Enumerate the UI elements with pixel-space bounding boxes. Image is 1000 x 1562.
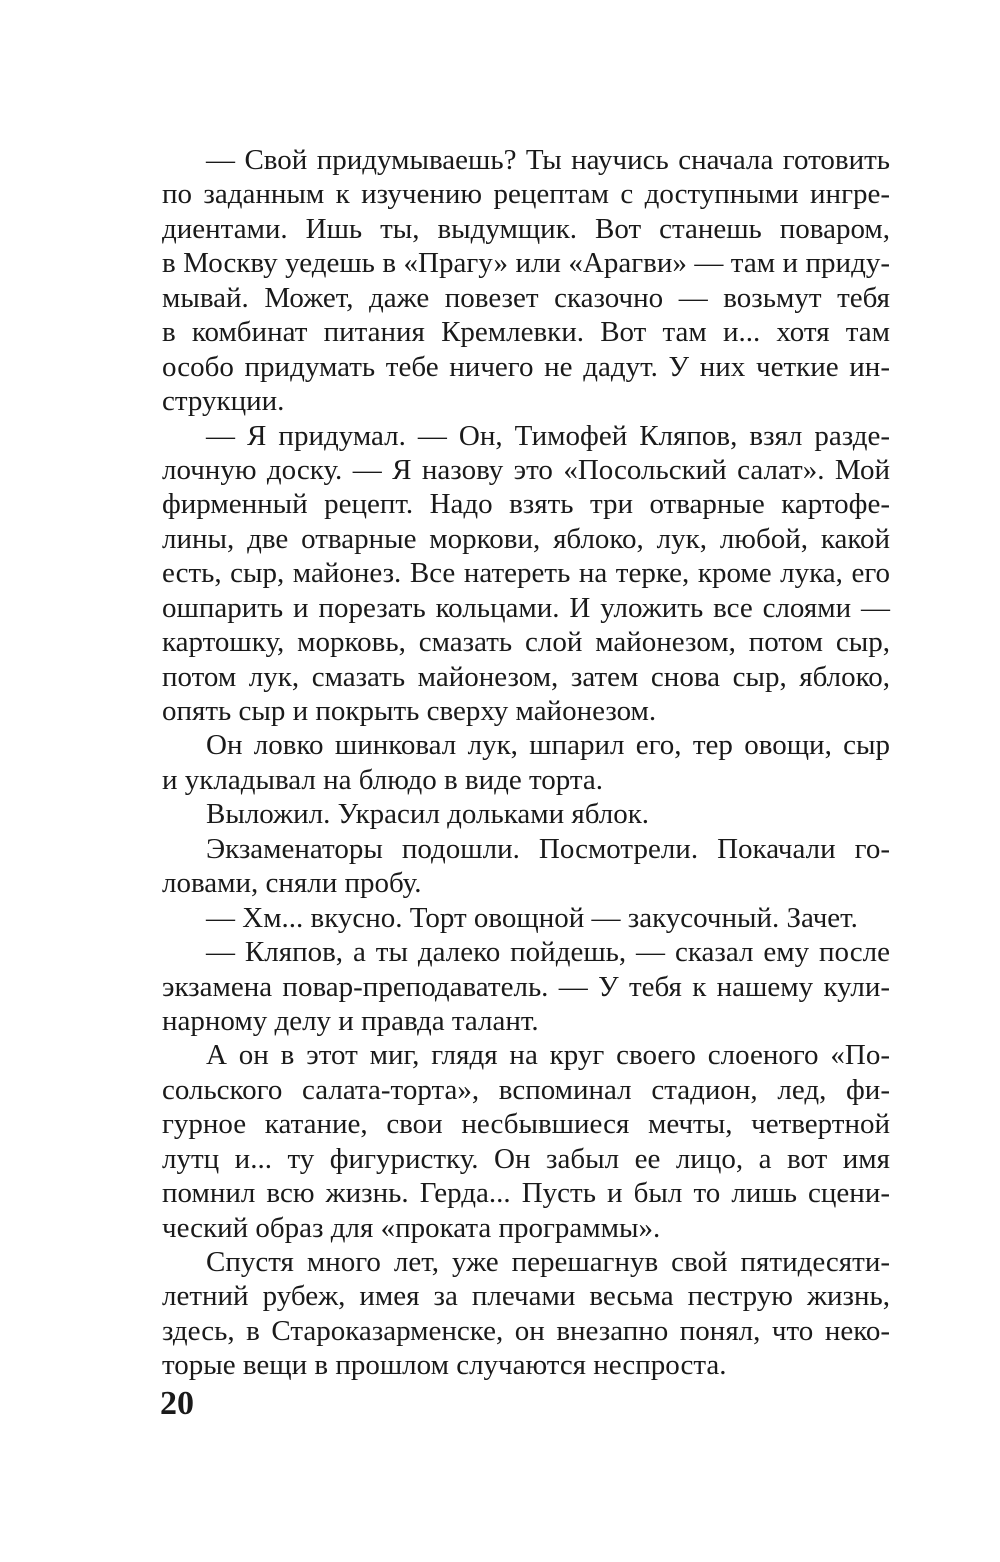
- paragraph-line: ошпарить и порезать кольцами. И уложить все слоями —: [162, 591, 890, 624]
- paragraph-line: торые вещи в прошлом случаются неспроста.: [162, 1349, 727, 1382]
- paragraph-line: ловами, сняли пробу.: [162, 867, 422, 900]
- paragraph-first-line: Экзаменаторы подошли. Посмотрели. Покачали го-: [206, 832, 890, 865]
- paragraph-line: лутц и... ту фигуристку. Он забыл ее лицо, а вот имя: [162, 1142, 890, 1175]
- paragraph-line: ческий образ для «проката программы».: [162, 1211, 661, 1244]
- paragraph-line: картошку, морковь, смазать слой майонезом, потом сыр,: [162, 626, 890, 659]
- paragraph-line: фирменный рецепт. Надо взять три отварные картофе-: [162, 488, 890, 521]
- paragraph-first-line: Выложил. Украсил дольками яблок.: [206, 798, 650, 831]
- paragraph-first-line: — Кляпов, а ты далеко пойдешь, — сказал ему после: [206, 936, 890, 969]
- paragraph-line: потом лук, смазать майонезом, затем снова сыр, яблоко,: [162, 660, 890, 693]
- page-number: 20: [160, 1385, 194, 1422]
- paragraph-line: опять сыр и покрыть сверху майонезом.: [162, 695, 657, 727]
- paragraph-line: летний рубеж, имея за плечами весьма пеструю жизнь,: [162, 1280, 890, 1313]
- paragraph-first-line: Он ловко шинковал лук, шпарил его, тер овощи, сыр: [206, 729, 890, 762]
- paragraph-line: струкции.: [162, 385, 285, 418]
- paragraph-line: лочную доску. — Я назову это «Посольский салат». Мой: [162, 453, 890, 486]
- body-text: [162, 143, 890, 1383]
- paragraph-line: в Москву уедешь в «Прагу» или «Арагви» — там и приду-: [162, 247, 890, 280]
- paragraph-line: экзамена повар-преподаватель. — У тебя к нашему кули-: [162, 970, 890, 1003]
- paragraph-line: мывай. Может, даже повезет сказочно — возьмут тебя: [162, 281, 890, 314]
- paragraph-first-line: — Хм... вкусно. Торт овощной — закусочный. Зачет.: [206, 901, 858, 934]
- paragraph-line: лины, две отварные моркови, яблоко, лук, любой, какой: [162, 522, 890, 555]
- paragraph-line: гурное катание, свои несбывшиеся мечты, четвертной: [162, 1108, 890, 1141]
- paragraph-line: особо придумать тебе ничего не дадут. У них четкие ин-: [162, 350, 890, 383]
- paragraph-first-line: А он в этот миг, глядя на круг своего слоеного «По-: [206, 1039, 890, 1072]
- paragraph-first-line: Спустя много лет, уже перешагнув свой пятидесяти-: [206, 1246, 890, 1278]
- paragraph-line: и укладывал на блюдо в виде торта.: [162, 763, 604, 796]
- paragraph-line: в комбинат питания Кремлевки. Вот там и... хотя там: [162, 316, 890, 349]
- paragraph-line: диентами. Ишь ты, выдумщик. Вот станешь поваром,: [162, 212, 890, 245]
- paragraph-first-line: — Я придумал. — Он, Тимофей Кляпов, взял разде-: [206, 419, 890, 452]
- paragraph-line: по заданным к изучению рецептам с доступными ингре-: [162, 178, 890, 211]
- paragraph-line: помнил всю жизнь. Герда... Пусть и был то лишь сцени-: [162, 1177, 890, 1210]
- paragraph-line: нарному делу и правда талант.: [162, 1004, 539, 1037]
- paragraph-line: здесь, в Староказарменске, он внезапно понял, что неко-: [162, 1314, 890, 1347]
- paragraph-line: сольского салата-торта», вспоминал стадион, лед, фи-: [162, 1073, 890, 1106]
- paragraph-first-line: — Свой придумываешь? Ты научись сначала готовить: [206, 144, 890, 176]
- paragraph-line: есть, сыр, майонез. Все натереть на терке, кроме лука, его: [162, 557, 890, 590]
